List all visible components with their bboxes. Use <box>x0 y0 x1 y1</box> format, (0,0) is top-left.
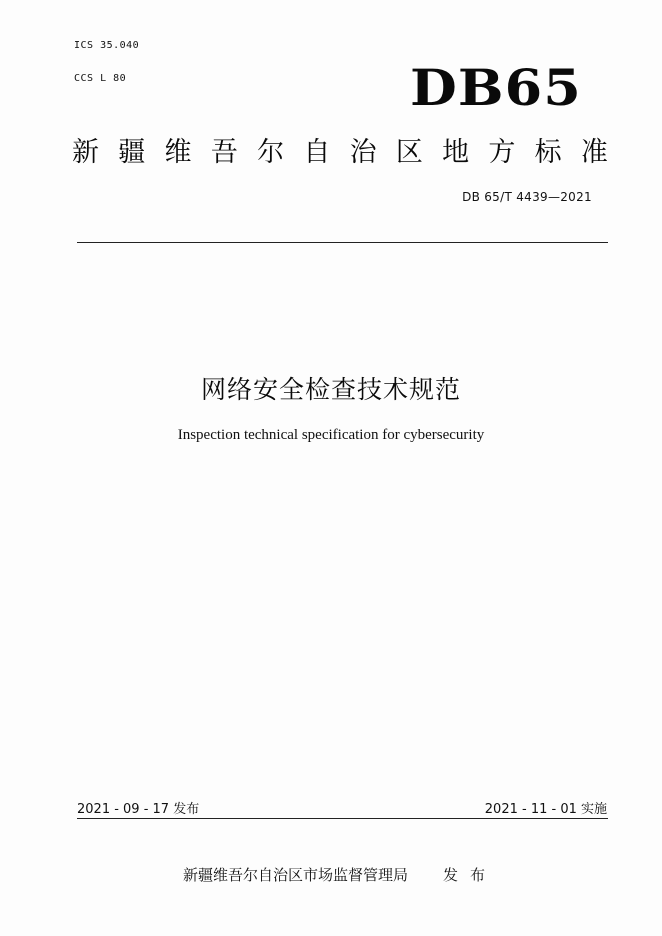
issue-action: 发布 <box>443 866 498 884</box>
category-char: 自 <box>303 137 331 168</box>
category-char: 维 <box>164 137 192 168</box>
issue-date: 2021 - 09 - 17 发布 <box>77 802 200 817</box>
category-char: 新 <box>72 137 99 168</box>
ics-code: ICS 35.040 <box>74 40 140 51</box>
category-char: 地 <box>442 137 470 168</box>
category-char: 治 <box>349 137 377 168</box>
top-divider <box>77 242 608 243</box>
category-char: 方 <box>488 137 516 168</box>
category-char: 标 <box>534 137 562 168</box>
chinese-title: 网络安全检查技术规范 <box>200 375 461 404</box>
category-char: 区 <box>395 137 423 168</box>
ccs-code: CCS L 80 <box>74 73 127 84</box>
bottom-divider <box>77 818 608 819</box>
category-char: 准 <box>580 137 608 168</box>
db65-logo: DB65 <box>410 58 582 117</box>
standard-number: DB 65/T 4439—2021 <box>462 190 592 204</box>
category-char: 疆 <box>118 137 146 168</box>
category-char: 吾 <box>210 137 238 168</box>
implementation-date: 2021 - 11 - 01 实施 <box>484 802 607 817</box>
english-title: Inspection technical specification for cybersecurity <box>177 427 485 443</box>
category-char: 尔 <box>257 137 285 168</box>
standard-category <box>72 136 608 170</box>
issuing-authority: 新疆维吾尔自治区市场监督管理局 <box>183 866 409 884</box>
